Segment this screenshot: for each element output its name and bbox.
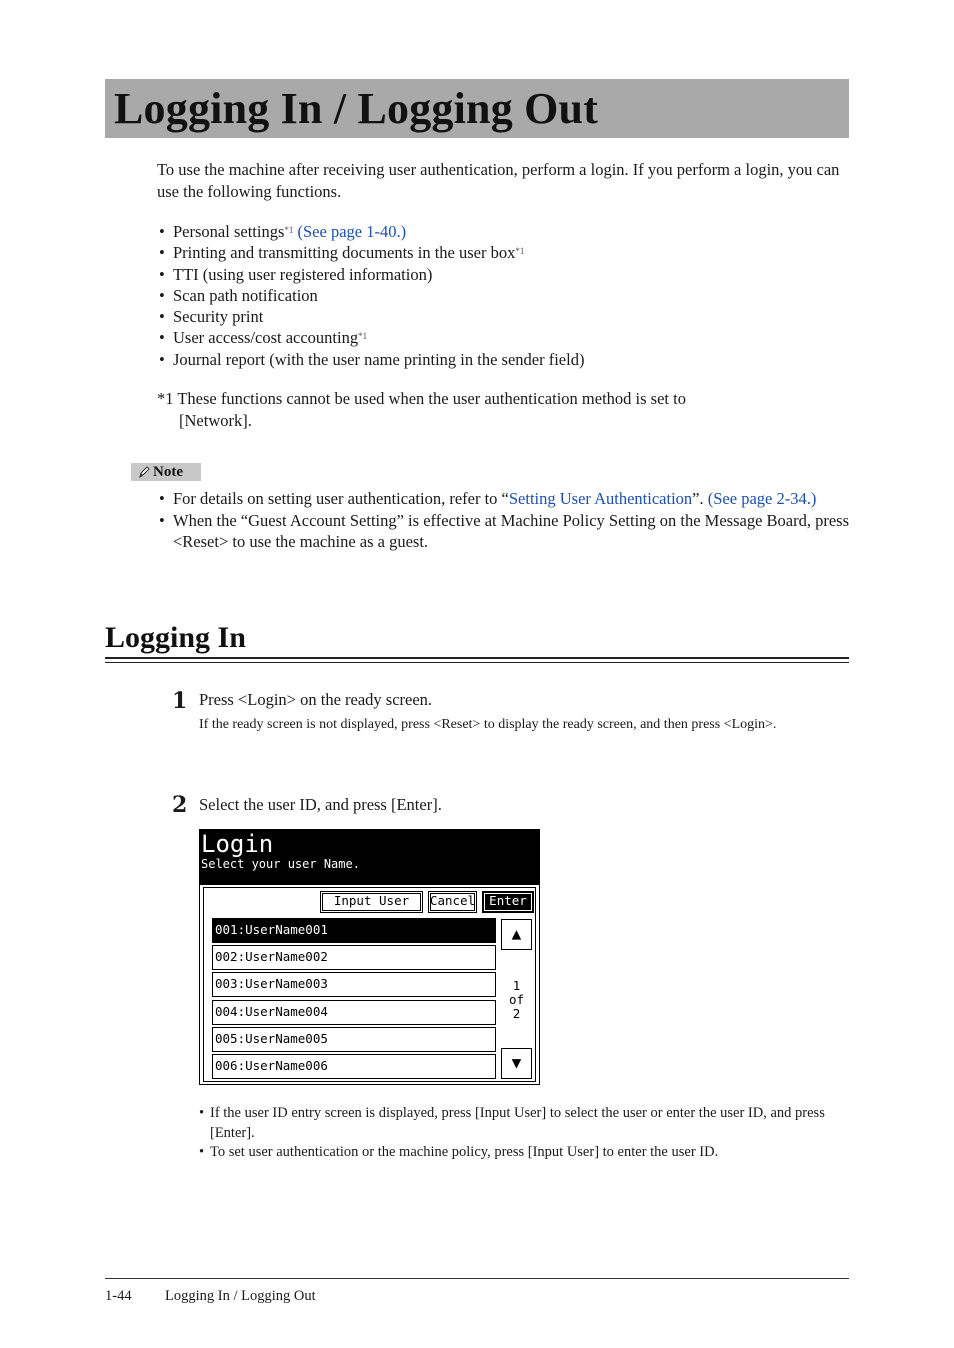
footer-title: Logging In / Logging Out: [165, 1288, 316, 1304]
see-page-link[interactable]: (See page 2-34.): [707, 489, 817, 508]
pencil-icon: [137, 465, 151, 479]
screen-subtitle: Select your user Name.: [201, 857, 360, 871]
screen-header: [200, 830, 539, 885]
list-item: • Scan path notification: [157, 285, 584, 306]
step-number: 1: [172, 688, 188, 714]
user-row[interactable]: 006:UserName006: [212, 1054, 496, 1079]
see-page-link[interactable]: (See page 1-40.): [297, 222, 407, 241]
setting-user-auth-link[interactable]: Setting User Authentication: [508, 489, 693, 508]
list-item: • Printing and transmitting documents in the user box$^{*1}$: [157, 242, 584, 263]
list-item: • Journal report (with the user name printing in the sender field): [157, 349, 584, 370]
user-panel: [203, 887, 536, 1082]
scroll-down-button[interactable]: ▼: [501, 1048, 532, 1079]
list-item: • To set user authentication or the machine policy, press [Input User] to enter the user ID.: [199, 1143, 839, 1163]
list-item: • Personal settings$^{*1}$ (See page 1-40.): [157, 221, 584, 242]
list-item: • For details on setting user authentication, refer to “Setting User Authentication”. (See page 2-34.): [157, 488, 857, 510]
step-number: 2: [172, 792, 188, 818]
list-item: • User access/cost accounting$^{*1}$: [157, 327, 584, 348]
divider: [105, 657, 849, 659]
section-title: Logging In: [105, 621, 246, 654]
list-item: • Security print: [157, 306, 584, 327]
divider: [105, 662, 849, 663]
user-row[interactable]: 003:UserName003: [212, 972, 496, 997]
note-list: [157, 488, 857, 553]
step-subtext: If the ready screen is not displayed, press <Reset> to display the ready screen, and then press <Login>.: [199, 717, 777, 732]
page-of: of: [508, 992, 525, 1007]
list-item: • When the “Guest Account Setting” is effective at Machine Policy Setting on the Message Board, press <Reset> to use the machine as a guest.: [157, 510, 857, 553]
cancel-button[interactable]: Cancel: [428, 891, 477, 913]
page-title: Logging In / Logging Out: [114, 84, 599, 133]
user-row[interactable]: 002:UserName002: [212, 945, 496, 970]
list-item: • TTI (using user registered information): [157, 264, 584, 285]
page-total: 2: [512, 1006, 521, 1021]
footer-page-number: 1-44: [105, 1288, 132, 1304]
screen-title: Login: [201, 830, 274, 858]
step-text: Select the user ID, and press [Enter].: [199, 795, 442, 814]
page-current: 1: [512, 978, 521, 993]
note-label: Note: [131, 463, 201, 481]
user-row[interactable]: 005:UserName005: [212, 1027, 496, 1052]
footer-divider: [105, 1278, 849, 1279]
enter-button[interactable]: Enter: [482, 891, 534, 913]
login-screen: [199, 829, 540, 1085]
list-item: • If the user ID entry screen is displayed, press [Input User] to select the user or enter the user ID, and press [Enter].: [199, 1104, 839, 1143]
user-row[interactable]: 004:UserName004: [212, 1000, 496, 1025]
scroll-up-button[interactable]: ▲: [501, 919, 532, 950]
user-row[interactable]: 001:UserName001: [212, 918, 496, 943]
intro-paragraph: To use the machine after receiving user authentication, perform a login. If you perform a login, you can use the following functions.: [157, 160, 840, 201]
input-user-button[interactable]: Input User: [320, 891, 423, 913]
step-text: Press <Login> on the ready screen.: [199, 690, 433, 709]
step2-bullet-list: [199, 1104, 839, 1163]
footnote: *1 These functions cannot be used when the user authentication method is set to [Network].: [157, 389, 686, 430]
feature-list: [157, 221, 584, 370]
